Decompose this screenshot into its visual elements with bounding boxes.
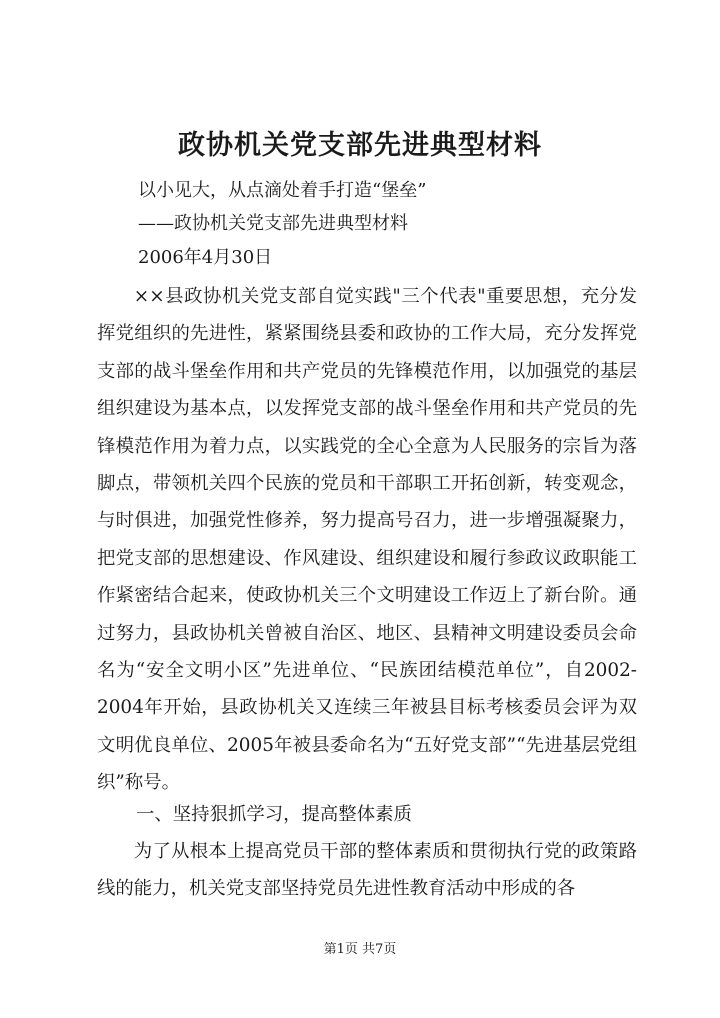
document-title: 政协机关党支部先进典型材料 [178, 130, 542, 161]
document-subtitle-secondary: ——政协机关党支部先进典型材料 [138, 213, 408, 234]
paragraph-intro: ××县政协机关党支部自觉实践"三个代表"重要思想，充分发挥党组织的先进性，紧紧围绕县委和政协的工作大局，充分发挥党支部的战斗堡垒作用和共产党员的先锋模范作用，以加强党的基层组织建设为基本点，以发挥党支部的战斗堡垒作用和共产党员的先锋模范作用为着力点，以实践党的全心全意为人民服务的宗旨为落脚点，带领机关四个民族的党员和干部职工开拓创新，转变观念，与时俱进，加强党性修养，努力提高号召力，进一步增强凝聚力，把党支部的思想建设、作风建设、组织建设和履行参政议政职能工作紧密结合起来，使政协机关三个文明建设工作迈上了新台阶。通过努力，县政协机关曾被自治区、地区、县精神文明建设委员会命名为“安全文明小区”先进单位、“民族团结模范单位”，自2002-2004年开始，县政协机关又连续三年被县目标考核委员会评为双文明优良单位、2005年被县委命名为“五好党支部”“先进基层党组织”称号。 [97, 286, 637, 794]
document-date: 2006年4月30日 [138, 247, 273, 268]
document-subtitle: 以小见大，从点滴处着手打造“堡垒” [138, 180, 427, 201]
section-heading-1: 一、坚持狠抓学习，提高整体素质 [136, 804, 412, 825]
page-footer: 第1页 共7页 [323, 942, 397, 957]
paragraph-section-1: 为了从根本上提高党员干部的整体素质和贯彻执行党的政策路线的能力，机关党支部坚持党员先进性教育活动中形成的各 [97, 841, 637, 900]
